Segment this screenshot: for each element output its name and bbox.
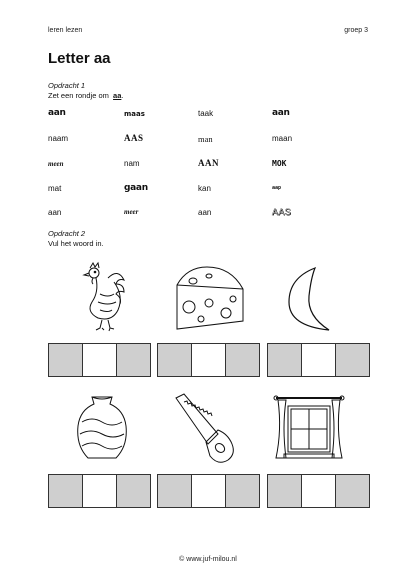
answer-box-suffix [336, 475, 369, 507]
word-cell[interactable]: AAN [198, 158, 219, 168]
word-cell[interactable]: meen [48, 160, 64, 168]
rooster-icon [78, 260, 128, 334]
word-cell[interactable]: man [198, 134, 213, 144]
page-title: Letter aa [48, 50, 111, 67]
word-cell[interactable]: nam [124, 159, 140, 168]
word-cell[interactable]: maas [124, 110, 145, 118]
moon-icon [281, 264, 339, 334]
word-cell[interactable]: taak [198, 109, 214, 118]
answer-boxes [267, 343, 370, 377]
answer-box-suffix [336, 344, 369, 376]
word-cell[interactable]: AAS [272, 207, 292, 217]
saw-icon [170, 392, 236, 466]
word-cell[interactable]: aan [48, 208, 62, 217]
answer-box-prefix [268, 344, 302, 376]
word-cell[interactable]: AAS [124, 133, 144, 143]
word-cell[interactable]: MOK [272, 159, 287, 168]
answer-boxes [48, 343, 151, 377]
answer-box-suffix [117, 475, 150, 507]
answer-box-input[interactable] [192, 344, 226, 376]
task1-heading: Opdracht 1 [48, 81, 86, 90]
task1-instruction [48, 91, 123, 100]
task1-target: aa [113, 91, 122, 100]
word-cell[interactable]: naam [48, 134, 69, 143]
answer-box-input[interactable] [192, 475, 226, 507]
answer-box-input[interactable] [83, 344, 117, 376]
answer-box-input[interactable] [302, 344, 336, 376]
vase-icon [74, 394, 130, 464]
answer-box-prefix [268, 475, 302, 507]
word-cell[interactable]: gaan [124, 183, 148, 193]
answer-box-prefix [158, 344, 192, 376]
word-cell[interactable]: aap [272, 185, 282, 191]
word-cell[interactable]: meer [124, 208, 139, 216]
word-cell[interactable]: aan [48, 108, 66, 118]
word-cell[interactable]: aan [198, 208, 212, 217]
header-subject: leren lezen [48, 27, 83, 34]
answer-box-input[interactable] [83, 475, 117, 507]
word-cell[interactable]: maan [272, 134, 293, 143]
word-cell[interactable]: mat [48, 184, 62, 193]
answer-box-prefix [49, 475, 83, 507]
answer-box-prefix [158, 475, 192, 507]
word-cell[interactable]: kan [198, 184, 211, 193]
word-cell[interactable]: aan [272, 108, 290, 118]
header-grade: groep 3 [344, 27, 368, 34]
answer-boxes [48, 474, 151, 508]
answer-box-suffix [226, 475, 259, 507]
task1-instruction-end: . [121, 91, 124, 100]
answer-box-input[interactable] [302, 475, 336, 507]
answer-box-suffix [226, 344, 259, 376]
footer-copyright: © www.juf-milou.nl [179, 556, 237, 563]
answer-box-prefix [49, 344, 83, 376]
task2-instruction: Vul het woord in. [48, 239, 104, 248]
cheese-icon [171, 263, 249, 333]
window-icon [274, 392, 344, 464]
answer-boxes [157, 343, 260, 377]
task1-instruction-text: Zet een rondje om [48, 91, 109, 100]
answer-boxes [157, 474, 260, 508]
answer-box-suffix [117, 344, 150, 376]
answer-boxes [267, 474, 370, 508]
task2-heading: Opdracht 2 [48, 229, 86, 238]
